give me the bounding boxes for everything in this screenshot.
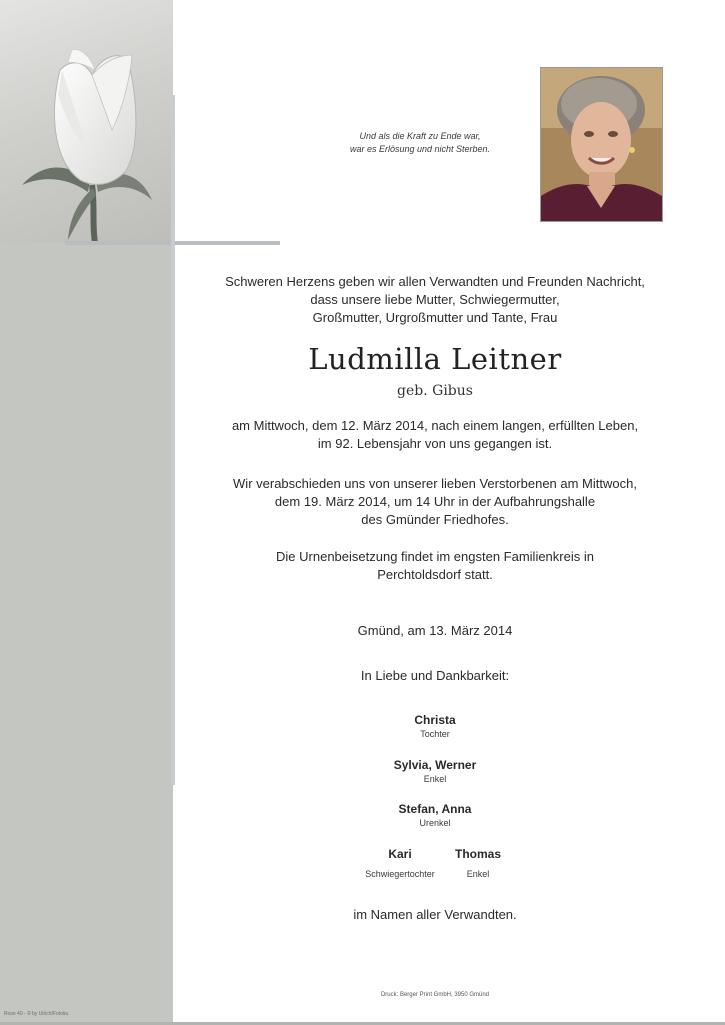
death-notice-text [205,417,665,453]
urn-burial-text [205,548,665,584]
mourner-entry [449,846,507,880]
farewell-line-2: dem 19. März 2014, um 14 Uhr in der Aufbahrungshalle [274,494,596,509]
mourner-entry [355,846,445,880]
intro-text [205,273,665,327]
mourner-relation: Enkel [466,869,490,879]
farewell-line-3: des Gmünder Friedhofes. [361,512,509,527]
death-notice-line-1: am Mittwoch, dem 12. März 2014, nach einem langen, erfüllten Leben, [231,418,639,433]
image-credit: Rose 40 - © by Ulrich/Fotolia [4,1011,68,1017]
mourner-relation: Schwiegertochter [365,869,435,879]
death-notice-line-2: im 92. Lebensjahr von uns gegangen ist. [317,436,553,451]
vertical-accent-rule [171,95,175,785]
mourner-name: Thomas [454,847,501,861]
birth-name: geb. Gibus [397,383,473,399]
urn-line-2: Perchtoldsdorf statt. [377,567,493,582]
intro-line-1: Schweren Herzens geben wir allen Verwandten und Freunden Nachricht, [225,274,645,289]
mourner-relation: Tochter [420,729,450,739]
mourner-name: Christa [414,713,456,727]
intro-line-3: Großmutter, Urgroßmutter und Tante, Frau [312,310,558,325]
urn-line-1: Die Urnenbeisetzung findet im engsten Familienkreis in [276,549,594,564]
mourner-name: Stefan, Anna [398,802,472,816]
print-credit: Druck: Berger Print GmbH, 3950 Gmünd [380,992,490,998]
farewell-text [205,475,665,529]
portrait-photo [540,67,663,222]
quote-line-1: Und als die Kraft zu Ende war, [359,131,481,141]
mourner-entry [205,801,665,829]
mourner-relation: Enkel [423,774,447,784]
intro-line-2: dass unsere liebe Mutter, Schwiegermutter, [310,292,560,307]
deceased-name: Ludmilla Leitner [308,342,562,376]
mourner-entry [205,712,665,740]
gratitude-line: In Liebe und Dankbarkeit: [360,668,510,683]
place-date: Gmünd, am 13. März 2014 [357,623,513,638]
memorial-quote [280,130,560,156]
mourner-relation: Urenkel [419,818,451,828]
quote-line-2: war es Erlösung und nicht Sterben. [349,144,491,154]
mourner-entry [205,757,665,785]
farewell-line-1: Wir verabschieden uns von unserer lieben Verstorbenen am Mittwoch, [233,476,637,491]
closing-line: im Namen aller Verwandten. [353,907,517,922]
mourner-name: Kari [388,847,412,861]
mourner-name: Sylvia, Werner [393,758,477,772]
rose-image [0,0,173,243]
